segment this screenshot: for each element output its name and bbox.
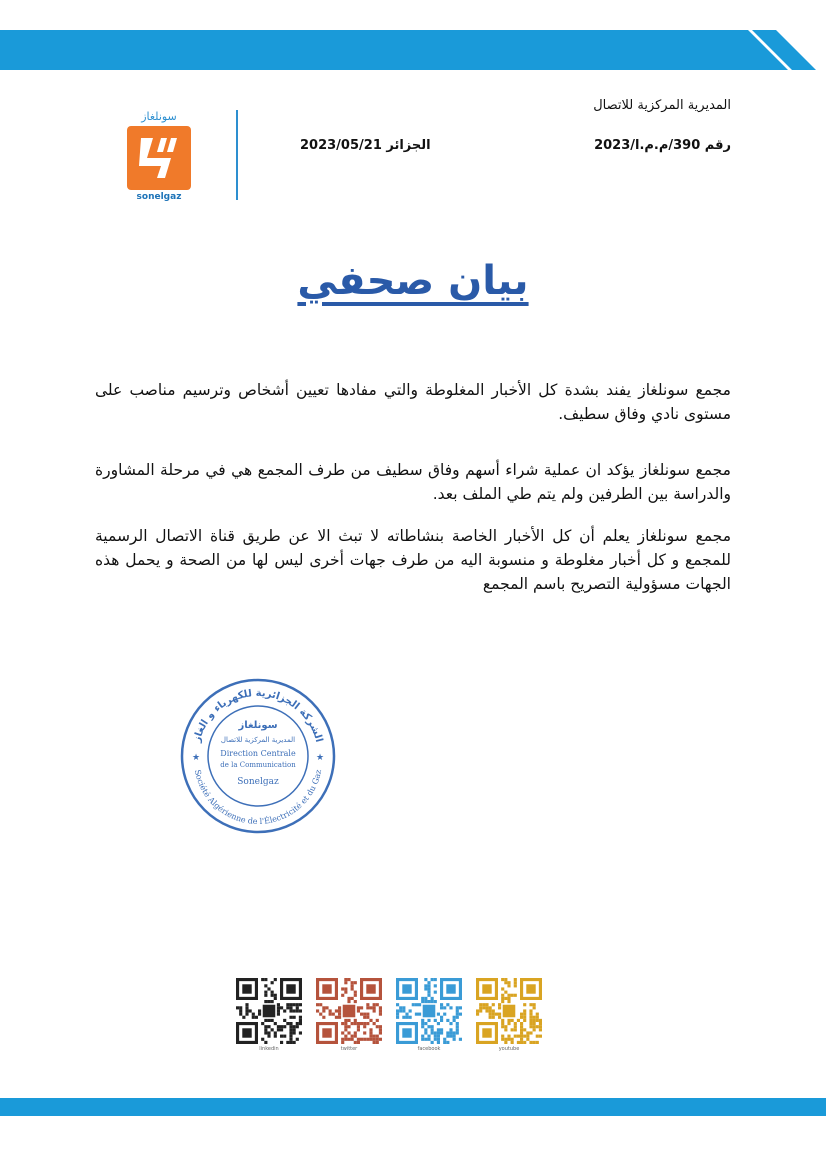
official-stamp: [178, 676, 338, 836]
logo-latin-name: sonelgaz: [136, 192, 182, 202]
qr-caption: linkedin: [259, 1046, 279, 1052]
stamp-outer-arabic: الشركة الجزائرية للكهرباء و الغاز: [191, 687, 325, 744]
stamp-inner-french-2: de la Communication: [220, 761, 296, 769]
stamp-inner-arabic-1: سونلغاز: [238, 720, 278, 731]
paragraph-2: مجمع سونلغاز يؤكد ان عملية شراء أسهم وفاق سطيف من طرف المجمع هي في مرحلة المشاورة والدراسة بين الطرفين ولم يتم طي الملف بعد.: [95, 461, 731, 503]
qr-caption: facebook: [417, 1046, 441, 1052]
stamp-inner-arabic-2: المديرية المركزية للاتصال: [220, 736, 296, 744]
qr-caption: youtube: [498, 1046, 520, 1052]
stamp-inner-french-1: Direction Centrale: [220, 749, 296, 758]
department-name: المديرية المركزية للاتصال: [593, 98, 731, 113]
qr-caption: twitter: [340, 1046, 358, 1052]
qr-code-4: [476, 978, 542, 1044]
stamp-outer-french: Société Algérienne de l'Électricité et du Gaz: [192, 768, 324, 827]
stamp-inner-latin: Sonelgaz: [237, 777, 279, 787]
paragraph-1: مجمع سونلغاز يفند بشدة كل الأخبار المغلوطة والتي مفادها تعيين أشخاص وترسيم مناصب على مستوى نادي وفاق سطيف.: [95, 381, 731, 423]
qr-code-1: [236, 978, 302, 1044]
logo-arabic-name: سونلغاز: [141, 110, 177, 123]
qr-code-2: [316, 978, 382, 1044]
top-banner: [0, 30, 826, 70]
header-divider: [236, 110, 238, 200]
stamp-star-icon: ★: [192, 753, 201, 763]
paragraph-3: مجمع سونلغاز يعلم أن كل الأخبار الخاصة بنشاطاته لا تبث الا عن طريق قناة الاتصال الرسمية للمجمع و كل أخبار مغلوطة و منسوبة اليه من طرف جهات أخرى ليس لها من الصحة و يحمل هذه الجهات مسؤولية التصريح باسم المجمع: [95, 527, 731, 593]
page-title: بيان صحفي: [297, 258, 529, 304]
qr-code-3: [396, 978, 462, 1044]
logo-mark-icon: [127, 126, 191, 190]
reference-number: رقم 390/م.م.ا/2023: [594, 138, 731, 153]
sonelgaz-logo: [124, 110, 194, 206]
document-date: الجزائر 2023/05/21: [300, 138, 431, 153]
stamp-star-icon: ★: [316, 753, 325, 763]
bottom-banner: [0, 1098, 826, 1116]
